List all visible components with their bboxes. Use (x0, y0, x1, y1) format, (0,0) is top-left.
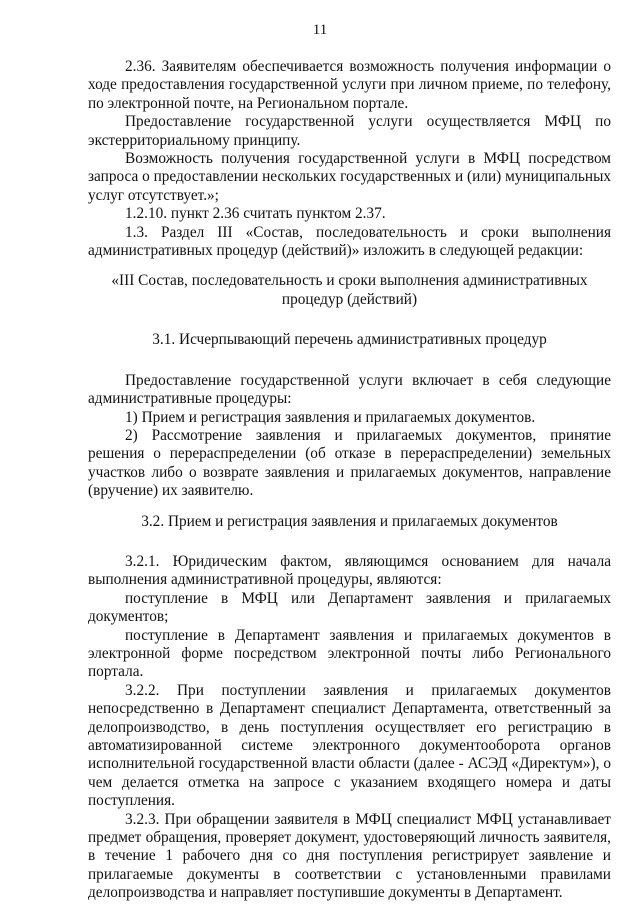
section-heading: «III Состав, последовательность и сроки выполнения административных процедур (действий) (111, 272, 588, 308)
paragraph: 1.2.10. пункт 2.36 считать пунктом 2.37. (125, 205, 386, 223)
paragraph: Предоставление государственной услуги включает в себя следующие административные процедуры: (88, 371, 611, 408)
paragraph: Предоставление государственной услуги осуществляется МФЦ по экстерриториальному принципу. (88, 113, 611, 149)
paragraph: 3.2.2. При поступлении заявления и прилагаемых документов непосредственно в Департамент специалист Департамента, ответственный за делопроизводство, в день поступления осуществляет его регистрацию в автоматизированной системе электронного документооборота органов исполнительной государственной власти области (далее - АСЭД «Директум»), о чем делается отметка на запросе с указанием входящего номера и даты поступления. (88, 681, 611, 810)
list-item: 1) Прием и регистрация заявления и прилагаемых документов. (125, 408, 536, 426)
paragraph: поступление в МФЦ или Департамент заявления и прилагаемых документов; (88, 589, 611, 626)
paragraph: 2.36. Заявителям обеспечивается возможность получения информации о ходе предоставления государственной услуги при личном приеме, по телефону, по электронной почте, на Региональном портале. (88, 58, 611, 112)
subsection-heading: 3.1. Исчерпывающий перечень административных процедур (152, 331, 547, 349)
subsection-heading: 3.2. Прием и регистрация заявления и прилагаемых документов (141, 512, 558, 530)
page-number: 11 (312, 22, 328, 38)
paragraph: 3.2.1. Юридическим фактом, являющимся основанием для начала выполнения административной процедуры, являются: (88, 552, 611, 589)
document-body (88, 58, 611, 903)
paragraph: Возможность получения государственной услуги в МФЦ посредством запроса о предоставлении нескольких государственных и (или) муниципальных услуг отсутствует.»; (88, 150, 611, 204)
paragraph: поступление в Департамент заявления и прилагаемых документов в электронной форме посредством электронной почты либо Регионального портала. (88, 626, 611, 681)
paragraph: 1.3. Раздел III «Состав, последовательность и сроки выполнения административных процедур (действий)» изложить в следующей редакции: (88, 223, 611, 260)
paragraph: 3.2.3. При обращении заявителя в МФЦ специалист МФЦ устанавливает предмет обращения, проверяет документ, удостоверяющий личность заявителя, в течение 1 рабочего дня со дня поступления регистрирует заявление и прилагаемые документы в соответствии с установленными правилами делопроизводства и направляет поступившие документы в Департамент. (88, 810, 611, 902)
list-item: 2) Рассмотрение заявления и прилагаемых документов, принятие решения о перераспределении (об отказе в перераспределении) земельных участков либо о возврате заявления и прилагаемых документов, направление (вручение) их заявителю. (88, 426, 611, 500)
